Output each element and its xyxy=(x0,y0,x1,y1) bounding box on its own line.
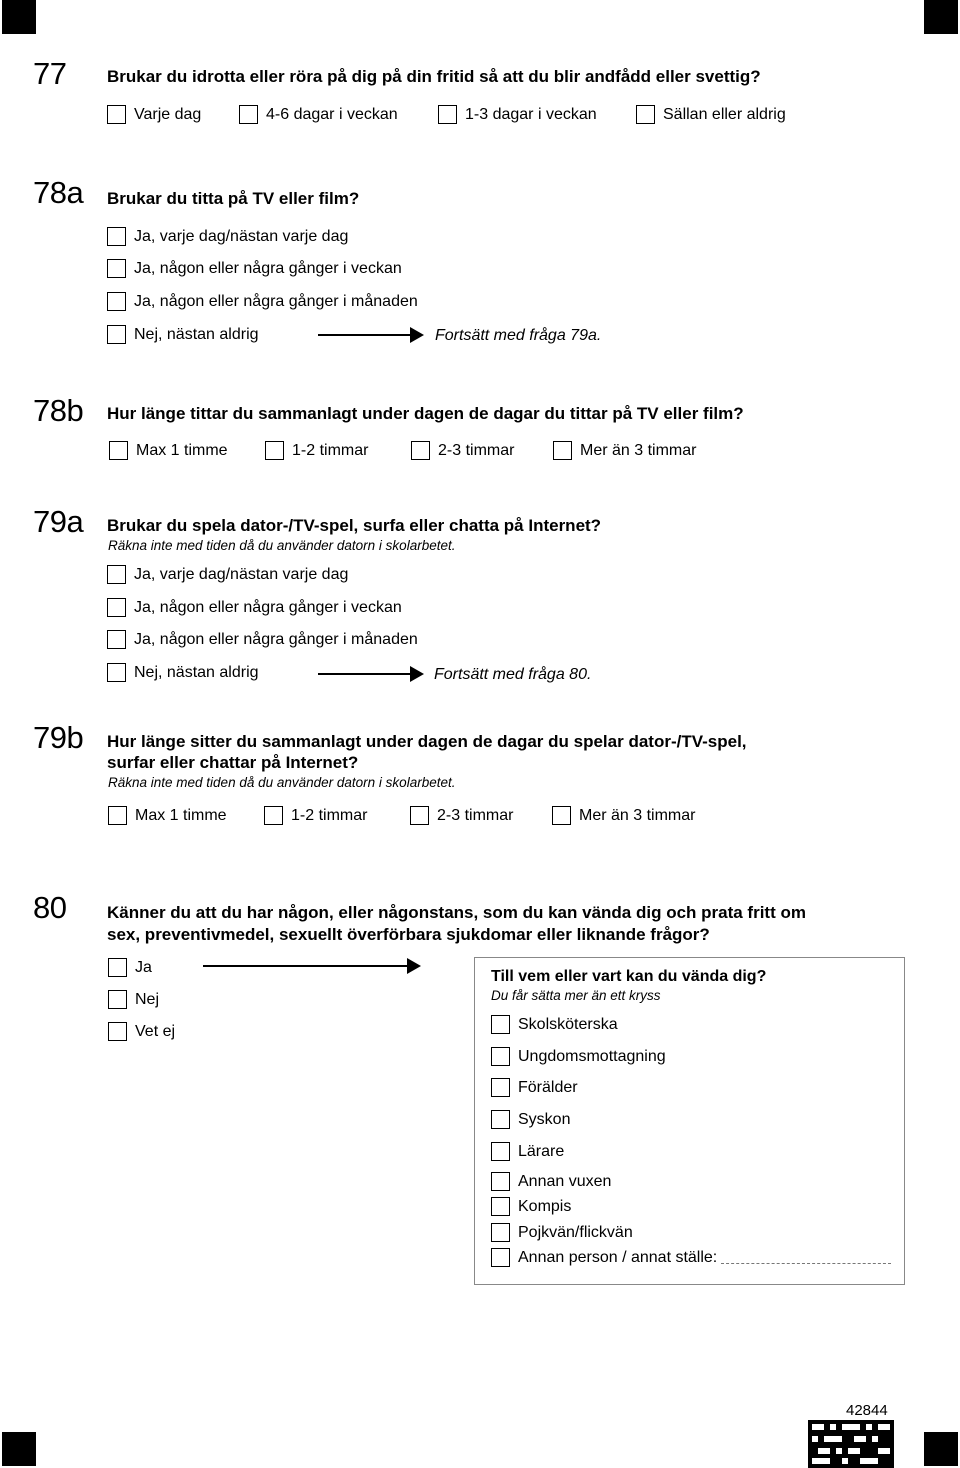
checkbox[interactable] xyxy=(491,1015,510,1034)
question-text: Brukar du titta på TV eller film? xyxy=(107,189,360,208)
checkbox[interactable] xyxy=(491,1248,510,1267)
option-larare[interactable]: Lärare xyxy=(491,1142,564,1161)
option-1-3-dagar[interactable]: 1-3 dagar i veckan xyxy=(438,105,597,124)
checkbox[interactable] xyxy=(108,990,127,1009)
option-skolskoterska[interactable]: Skolsköterska xyxy=(491,1015,618,1034)
arrow-right-icon xyxy=(318,327,424,343)
question-number: 77 xyxy=(33,56,67,91)
registration-marker-bottom-left xyxy=(2,1432,36,1466)
option-annan-vuxen[interactable]: Annan vuxen xyxy=(491,1172,611,1191)
checkbox[interactable] xyxy=(107,663,126,682)
checkbox[interactable] xyxy=(491,1110,510,1129)
question-note: Räkna inte med tiden då du använder datorn i skolarbetet. xyxy=(108,775,456,790)
checkbox[interactable] xyxy=(264,806,283,825)
followup-title: Till vem eller vart kan du vända dig? xyxy=(491,968,767,985)
checkbox[interactable] xyxy=(553,441,572,460)
checkbox[interactable] xyxy=(109,441,128,460)
checkbox[interactable] xyxy=(491,1197,510,1216)
option-veckan[interactable]: Ja, någon eller några gånger i veckan xyxy=(107,259,402,278)
checkbox[interactable] xyxy=(107,105,126,124)
checkbox[interactable] xyxy=(107,259,126,278)
question-text-line-2: surfar eller chattar på Internet? xyxy=(107,753,359,772)
option-4-6-dagar[interactable]: 4-6 dagar i veckan xyxy=(239,105,398,124)
option-2-3-timmar[interactable]: 2-3 timmar xyxy=(410,806,513,825)
checkbox[interactable] xyxy=(636,105,655,124)
option-foralder[interactable]: Förälder xyxy=(491,1078,578,1097)
question-number: 79b xyxy=(33,720,84,755)
checkbox[interactable] xyxy=(107,292,126,311)
checkbox[interactable] xyxy=(239,105,258,124)
option-varje-dag[interactable]: Ja, varje dag/nästan varje dag xyxy=(107,227,348,246)
checkbox[interactable] xyxy=(438,105,457,124)
registration-marker-top-right xyxy=(924,0,958,34)
checkbox[interactable] xyxy=(410,806,429,825)
question-text-line-2: sex, preventivmedel, sexuellt överförbara sjukdomar eller liknande frågor? xyxy=(107,925,710,944)
option-manaden[interactable]: Ja, någon eller några gånger i månaden xyxy=(107,630,418,649)
question-note: Räkna inte med tiden då du använder datorn i skolarbetet. xyxy=(108,538,456,553)
arrow-right-icon xyxy=(203,958,421,974)
option-mer-an-3-timmar[interactable]: Mer än 3 timmar xyxy=(553,441,696,460)
skip-instruction: Fortsätt med fråga 79a. xyxy=(435,327,602,344)
form-code: 42844 xyxy=(846,1402,888,1419)
option-kompis[interactable]: Kompis xyxy=(491,1197,571,1216)
option-1-2-timmar[interactable]: 1-2 timmar xyxy=(265,441,368,460)
option-manaden[interactable]: Ja, någon eller några gånger i månaden xyxy=(107,292,418,311)
question-text: Hur länge tittar du sammanlagt under dagen de dagar du tittar på TV eller film? xyxy=(107,404,744,423)
option-mer-an-3-timmar[interactable]: Mer än 3 timmar xyxy=(552,806,695,825)
skip-instruction: Fortsätt med fråga 80. xyxy=(434,666,592,683)
checkbox[interactable] xyxy=(108,1022,127,1041)
option-annan-person[interactable]: Annan person / annat ställe: xyxy=(491,1248,891,1267)
checkbox[interactable] xyxy=(491,1047,510,1066)
arrow-right-icon xyxy=(318,666,424,682)
option-ungdomsmottagning[interactable]: Ungdomsmottagning xyxy=(491,1047,666,1066)
option-2-3-timmar[interactable]: 2-3 timmar xyxy=(411,441,514,460)
option-syskon[interactable]: Syskon xyxy=(491,1110,570,1129)
checkbox[interactable] xyxy=(107,565,126,584)
option-pojkvan-flickvan[interactable]: Pojkvän/flickvän xyxy=(491,1223,633,1242)
option-varje-dag[interactable]: Varje dag xyxy=(107,105,201,124)
checkbox[interactable] xyxy=(265,441,284,460)
checkbox[interactable] xyxy=(108,806,127,825)
followup-note: Du får sätta mer än ett kryss xyxy=(491,988,661,1003)
question-number: 80 xyxy=(33,890,67,925)
question-number: 78b xyxy=(33,393,84,428)
write-in-line[interactable] xyxy=(721,1251,891,1264)
option-max-1-timme[interactable]: Max 1 timme xyxy=(109,441,228,460)
question-number: 78a xyxy=(33,175,84,210)
checkbox[interactable] xyxy=(108,958,127,977)
option-veckan[interactable]: Ja, någon eller några gånger i veckan xyxy=(107,598,402,617)
checkbox[interactable] xyxy=(107,630,126,649)
option-ja[interactable]: Ja xyxy=(108,958,152,977)
question-text: Brukar du spela dator-/TV-spel, surfa eller chatta på Internet? xyxy=(107,516,602,535)
question-number: 79a xyxy=(33,504,84,539)
option-nej[interactable]: Nej xyxy=(108,990,159,1009)
question-text-line-1: Känner du att du har någon, eller någonstans, som du kan vända dig och prata fritt om xyxy=(107,903,806,922)
option-max-1-timme[interactable]: Max 1 timme xyxy=(108,806,227,825)
option-sallan-aldrig[interactable]: Sällan eller aldrig xyxy=(636,105,786,124)
checkbox[interactable] xyxy=(491,1172,510,1191)
checkbox[interactable] xyxy=(491,1078,510,1097)
question-text-line-1: Hur länge sitter du sammanlagt under dagen de dagar du spelar dator-/TV-spel, xyxy=(107,732,747,751)
registration-marker-bottom-right xyxy=(924,1432,958,1466)
option-vet-ej[interactable]: Vet ej xyxy=(108,1022,175,1041)
checkbox[interactable] xyxy=(552,806,571,825)
option-1-2-timmar[interactable]: 1-2 timmar xyxy=(264,806,367,825)
option-nastan-aldrig[interactable]: Nej, nästan aldrig xyxy=(107,663,259,682)
checkbox[interactable] xyxy=(491,1142,510,1161)
checkbox[interactable] xyxy=(107,598,126,617)
checkbox[interactable] xyxy=(107,325,126,344)
registration-marker-top-left xyxy=(2,0,36,34)
option-nastan-aldrig[interactable]: Nej, nästan aldrig xyxy=(107,325,259,344)
checkbox[interactable] xyxy=(491,1223,510,1242)
checkbox[interactable] xyxy=(107,227,126,246)
barcode-icon xyxy=(808,1420,894,1468)
question-text: Brukar du idrotta eller röra på dig på din fritid så att du blir andfådd eller svettig? xyxy=(107,67,761,86)
checkbox[interactable] xyxy=(411,441,430,460)
option-varje-dag[interactable]: Ja, varje dag/nästan varje dag xyxy=(107,565,348,584)
